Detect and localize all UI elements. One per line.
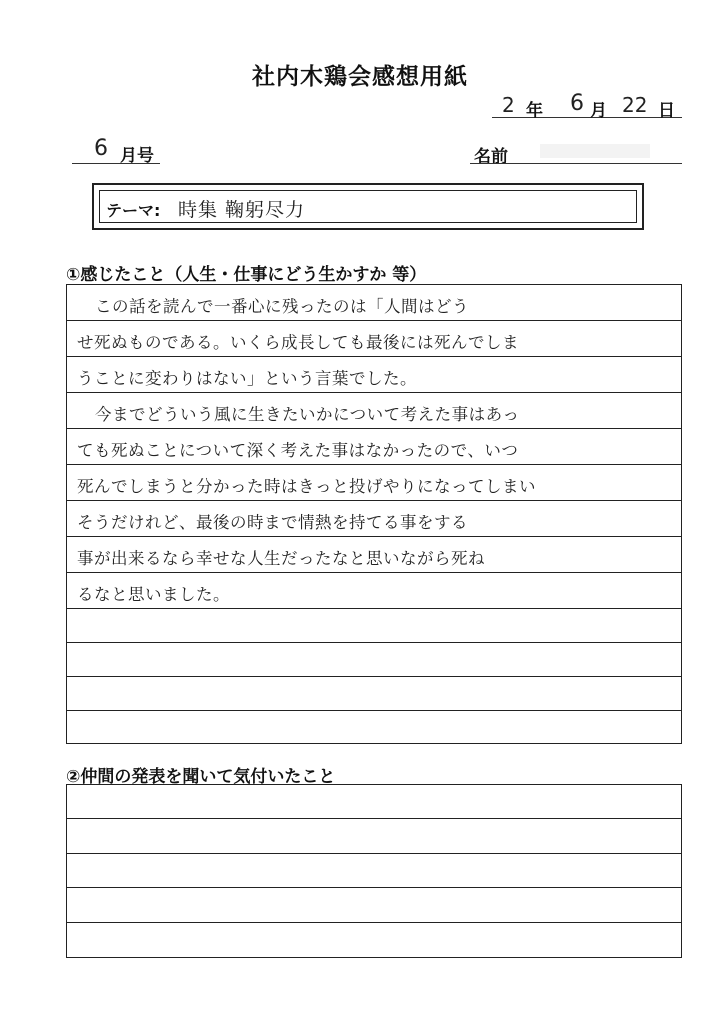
answer-row <box>67 573 681 609</box>
issue-label: 月号 <box>120 146 154 166</box>
issue-field <box>72 138 160 166</box>
answer-row <box>67 609 681 643</box>
date-day-label: 日 <box>658 101 675 121</box>
section1-answer-box <box>66 284 682 744</box>
answer-row <box>67 785 681 819</box>
theme-box <box>92 183 644 230</box>
theme-value: 時集 鞠躬尽力 <box>178 199 306 221</box>
issue-value: 6 <box>94 136 108 161</box>
answer-row <box>67 465 681 501</box>
date-underline <box>492 117 682 118</box>
answer-row <box>67 888 681 923</box>
answer-row <box>67 854 681 888</box>
answer-line-8: 事が出来るなら幸せな人生だったなと思いながら死ね <box>77 549 485 568</box>
answer-line-3: うことに変わりはない」という言葉でした。 <box>77 369 417 388</box>
answer-row <box>67 393 681 429</box>
answer-line-4: 今までどういう風に生きたいかについて考えた事はあっ <box>95 405 520 424</box>
answer-line-7: そうだけれど、最後の時まで情熱を持てる事をする <box>77 513 468 532</box>
date-year-value: 2 <box>502 93 515 117</box>
answer-row <box>67 357 681 393</box>
date-day-value: 22 <box>622 93 648 117</box>
date-year-label: 年 <box>526 101 543 121</box>
date-month-label: 月 <box>590 101 607 121</box>
name-label: 名前 <box>474 147 508 167</box>
answer-row <box>67 537 681 573</box>
answer-row <box>67 501 681 537</box>
answer-row <box>67 285 681 321</box>
name-field <box>470 140 682 166</box>
answer-line-9: るなと思いました。 <box>77 585 230 604</box>
answer-row <box>67 819 681 854</box>
date-month-value: 6 <box>570 91 584 116</box>
section2-answer-box <box>66 784 682 958</box>
answer-row <box>67 677 681 711</box>
date-field <box>492 93 682 119</box>
answer-row <box>67 321 681 357</box>
answer-row <box>67 429 681 465</box>
answer-row <box>67 643 681 677</box>
answer-line-5: ても死ぬことについて深く考えた事はなかったので、いつ <box>77 441 519 460</box>
theme-label: テーマ: <box>106 201 161 220</box>
section1-heading: ①感じたこと（人生・仕事にどう生かすか 等） <box>66 265 427 285</box>
name-redaction <box>540 144 650 158</box>
answer-line-1: この話を読んで一番心に残ったのは「人間はどう <box>95 297 469 316</box>
name-underline <box>470 163 682 164</box>
section2-heading: ②仲間の発表を聞いて気付いたこと <box>66 767 336 787</box>
answer-line-6: 死んでしまうと分かった時はきっと投げやりになってしまい <box>77 477 536 496</box>
theme-inner-box <box>99 190 637 223</box>
answer-line-2: せ死ぬものである。いくら成長しても最後には死んでしま <box>77 333 519 352</box>
form-title: 社内木鶏会感想用紙 <box>252 64 468 90</box>
